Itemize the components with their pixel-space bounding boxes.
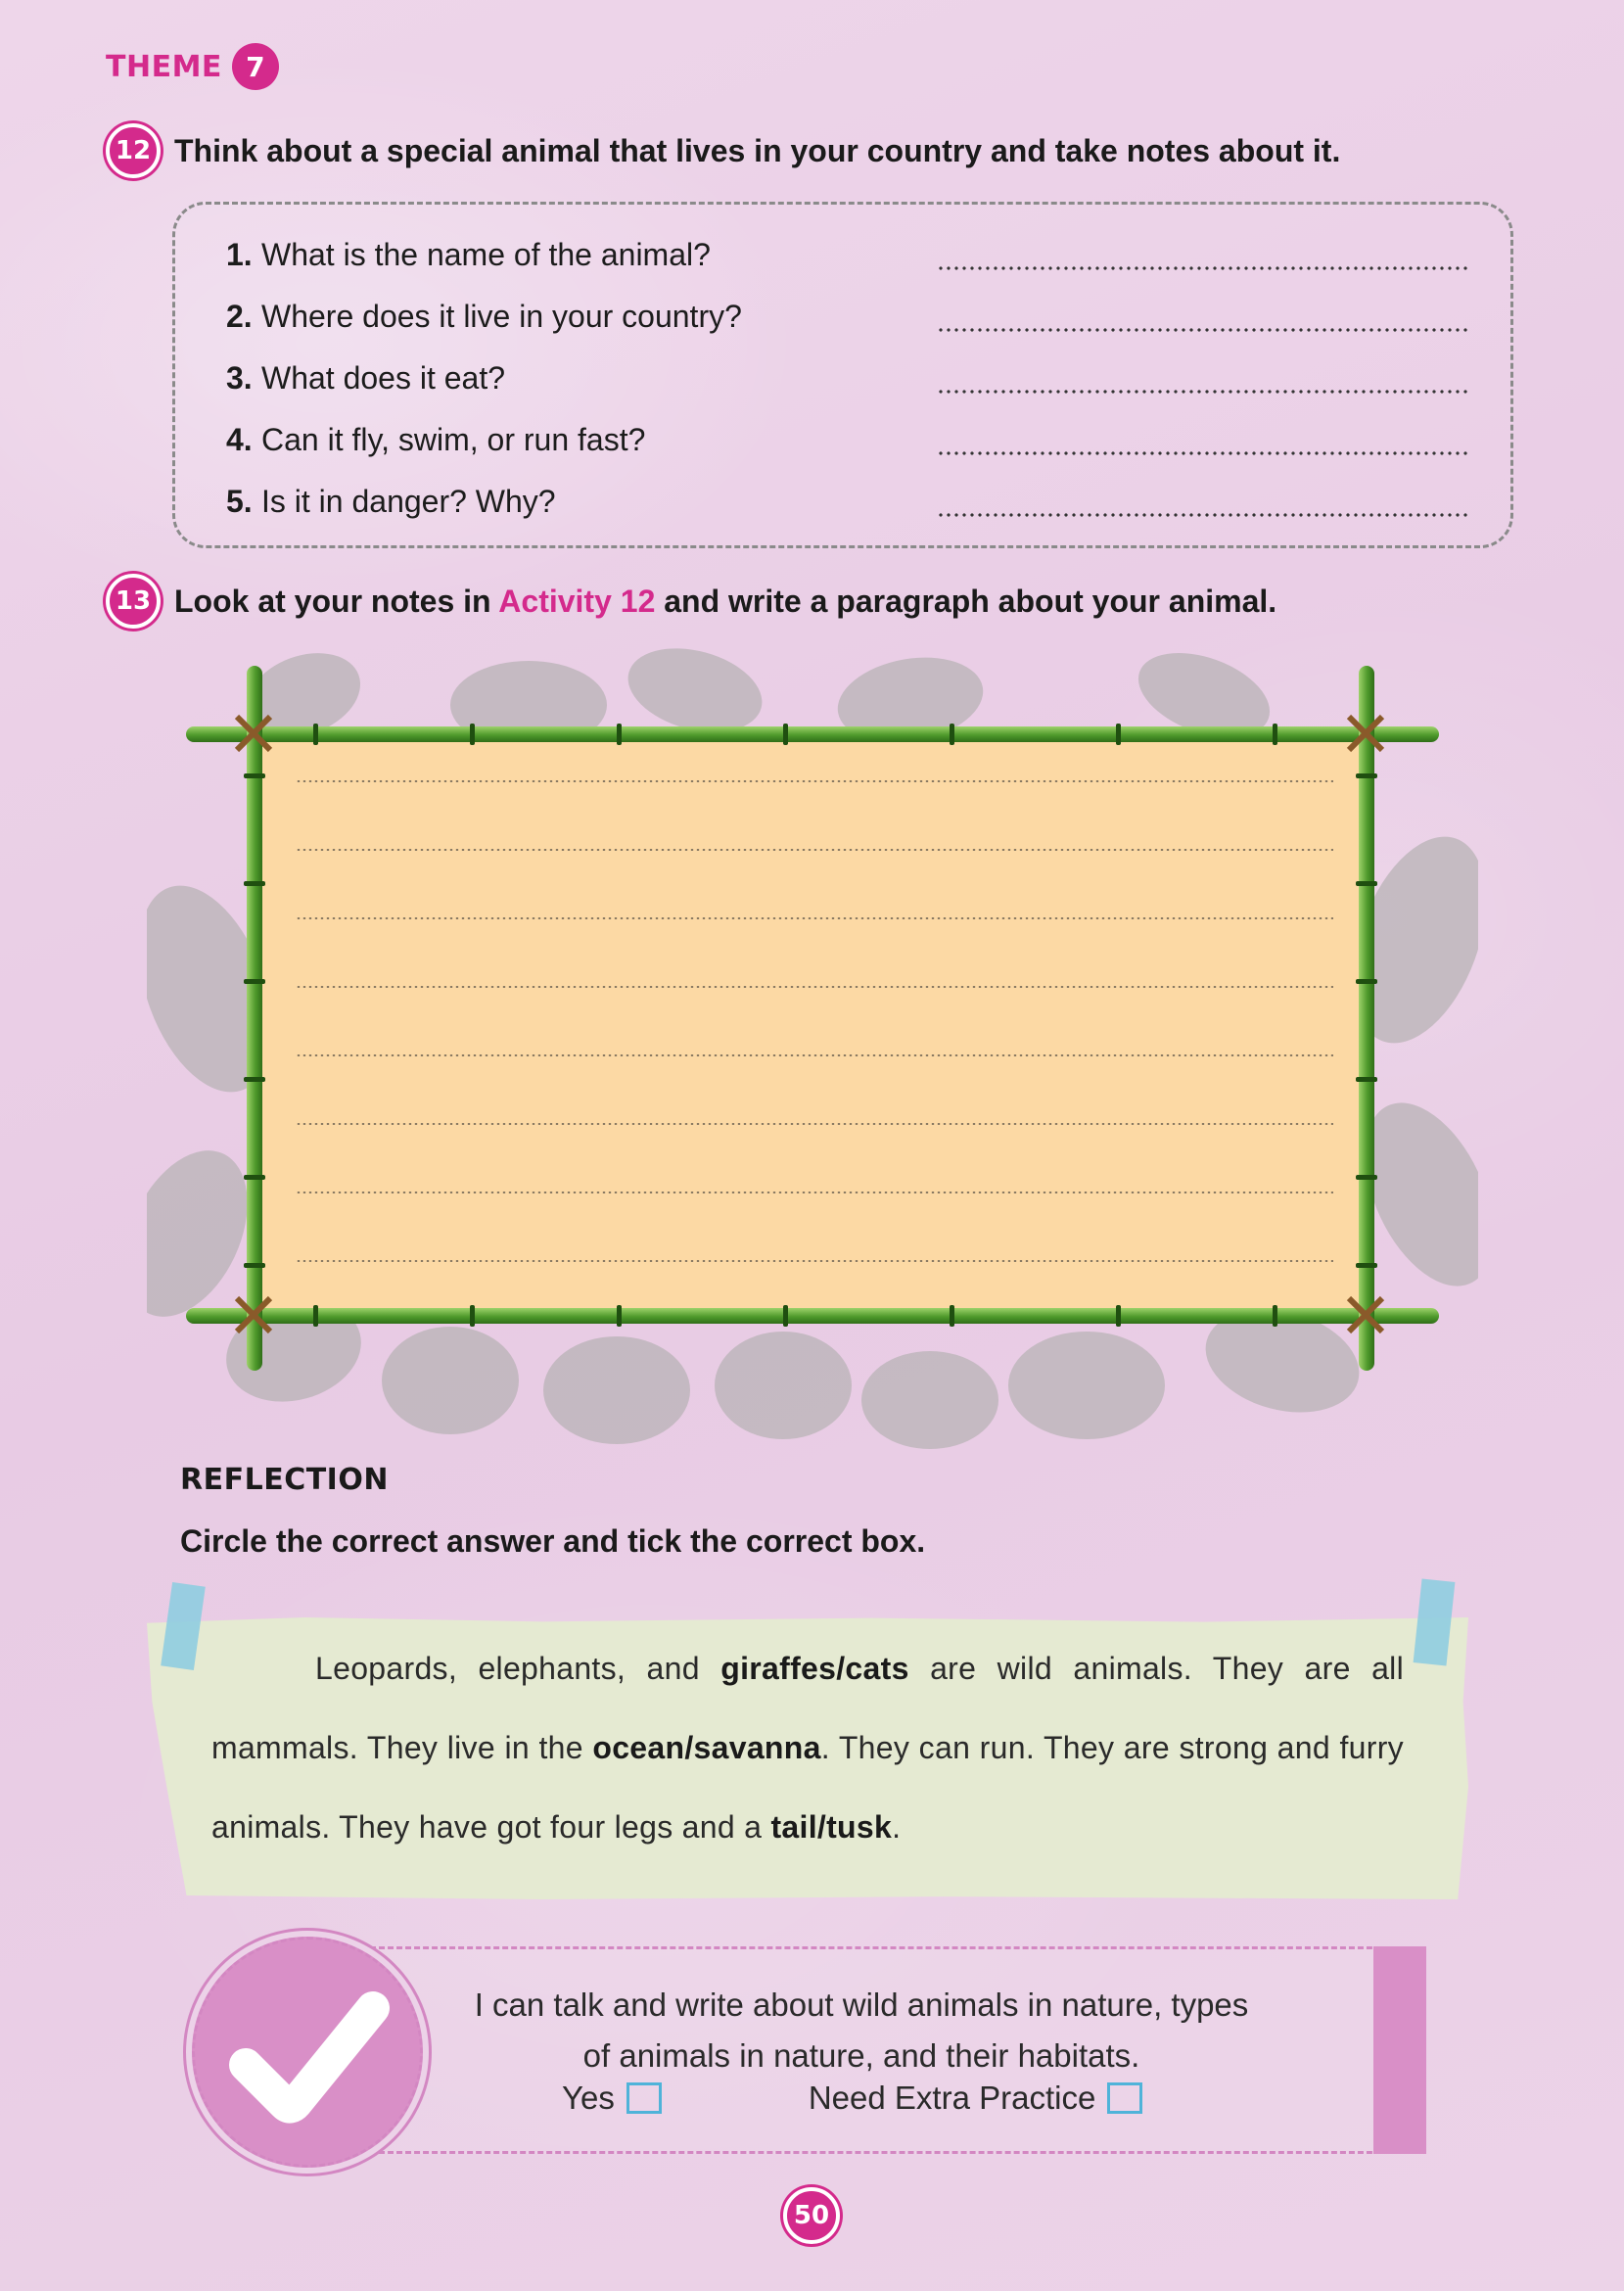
decorative-side-bar bbox=[1373, 1946, 1426, 2154]
answer-choice[interactable]: ocean/savanna bbox=[592, 1730, 821, 1765]
question-number: 4. bbox=[226, 421, 253, 457]
bamboo-frame-right bbox=[1359, 666, 1374, 1371]
paragraph-text: are wild animals. They are all mammals. They live in the bbox=[211, 1651, 1404, 1765]
question-row bbox=[226, 230, 1471, 279]
paragraph-text: Leopards, elephants, and bbox=[315, 1651, 721, 1686]
writing-line bbox=[296, 1123, 1333, 1125]
theme-number-badge: 7 bbox=[232, 43, 279, 90]
writing-line bbox=[296, 849, 1333, 851]
question-number: 2. bbox=[226, 298, 253, 334]
notes-box bbox=[172, 202, 1513, 548]
activity-instruction: Think about a special animal that lives in your country and take notes about it. bbox=[174, 132, 1341, 168]
reflection-paragraph bbox=[211, 1629, 1404, 1867]
question-text: Where does it live in your country? bbox=[261, 298, 742, 334]
option-label: Need Extra Practice bbox=[808, 2080, 1096, 2116]
writing-line bbox=[296, 1192, 1333, 1193]
activity-13-heading bbox=[106, 574, 1276, 629]
statement-line: I can talk and write about wild animals in nature, types bbox=[474, 1987, 1249, 2023]
theme-header bbox=[106, 43, 279, 90]
statement-line: of animals in nature, and their habitats. bbox=[582, 2037, 1140, 2074]
question-text: What is the name of the animal? bbox=[261, 236, 711, 272]
paragraph-text: . bbox=[892, 1809, 902, 1845]
need-practice-checkbox[interactable] bbox=[1107, 2082, 1142, 2114]
reflection-instruction: Circle the correct answer and tick the correct box. bbox=[180, 1523, 926, 1559]
answer-line[interactable] bbox=[937, 422, 1471, 457]
answer-line[interactable] bbox=[937, 237, 1471, 272]
answer-choice[interactable]: giraffes/cats bbox=[720, 1651, 909, 1686]
self-assessment-options bbox=[562, 2080, 1142, 2117]
writing-line bbox=[296, 917, 1333, 919]
page-number-badge: 50 bbox=[783, 2187, 840, 2244]
reflection-title: REFLECTION bbox=[180, 1463, 389, 1497]
question-text: What does it eat? bbox=[261, 359, 506, 396]
rope-tie-icon bbox=[231, 1292, 276, 1337]
writing-line bbox=[296, 780, 1333, 782]
rope-tie-icon bbox=[1343, 1292, 1388, 1337]
question-text: Can it fly, swim, or run fast? bbox=[261, 421, 646, 457]
theme-label: THEME bbox=[106, 49, 222, 84]
question-number: 5. bbox=[226, 483, 253, 519]
question-row bbox=[226, 353, 1471, 402]
checkmark-icon bbox=[195, 1940, 426, 2171]
instruction-text: Look at your notes in bbox=[174, 583, 499, 619]
question-row bbox=[226, 415, 1471, 464]
checkmark-badge bbox=[192, 1937, 423, 2168]
activity-12-heading bbox=[106, 123, 1340, 178]
writing-line bbox=[296, 986, 1333, 988]
writing-line bbox=[296, 1054, 1333, 1056]
activity-reference-link: Activity 12 bbox=[498, 583, 656, 619]
instruction-text: and write a paragraph about your animal. bbox=[655, 583, 1277, 619]
bamboo-frame-left bbox=[247, 666, 262, 1371]
bamboo-frame-bottom bbox=[186, 1308, 1439, 1324]
activity-instruction bbox=[174, 584, 1276, 620]
question-number: 1. bbox=[226, 236, 253, 272]
answer-line[interactable] bbox=[937, 299, 1471, 334]
rope-tie-icon bbox=[231, 711, 276, 756]
option-need-extra-practice bbox=[809, 2080, 1142, 2117]
writing-paper[interactable] bbox=[256, 734, 1372, 1312]
activity-number-badge: 13 bbox=[106, 574, 161, 629]
option-label: Yes bbox=[562, 2080, 615, 2116]
writing-area bbox=[147, 646, 1478, 1449]
answer-line[interactable] bbox=[937, 484, 1471, 519]
bamboo-frame-top bbox=[186, 726, 1439, 742]
question-row bbox=[226, 477, 1471, 526]
paragraph-text: . They can run. They are strong and furry animals. They have got four legs and a bbox=[211, 1730, 1404, 1845]
question-number: 3. bbox=[226, 359, 253, 396]
rope-tie-icon bbox=[1343, 711, 1388, 756]
question-row bbox=[226, 292, 1471, 341]
activity-number-badge: 12 bbox=[106, 123, 161, 178]
writing-line bbox=[296, 1260, 1333, 1262]
option-yes bbox=[562, 2080, 662, 2117]
question-text: Is it in danger? Why? bbox=[261, 483, 556, 519]
yes-checkbox[interactable] bbox=[626, 2082, 662, 2114]
answer-choice[interactable]: tail/tusk bbox=[770, 1809, 893, 1845]
answer-line[interactable] bbox=[937, 360, 1471, 396]
self-assessment-statement bbox=[431, 1980, 1292, 2081]
